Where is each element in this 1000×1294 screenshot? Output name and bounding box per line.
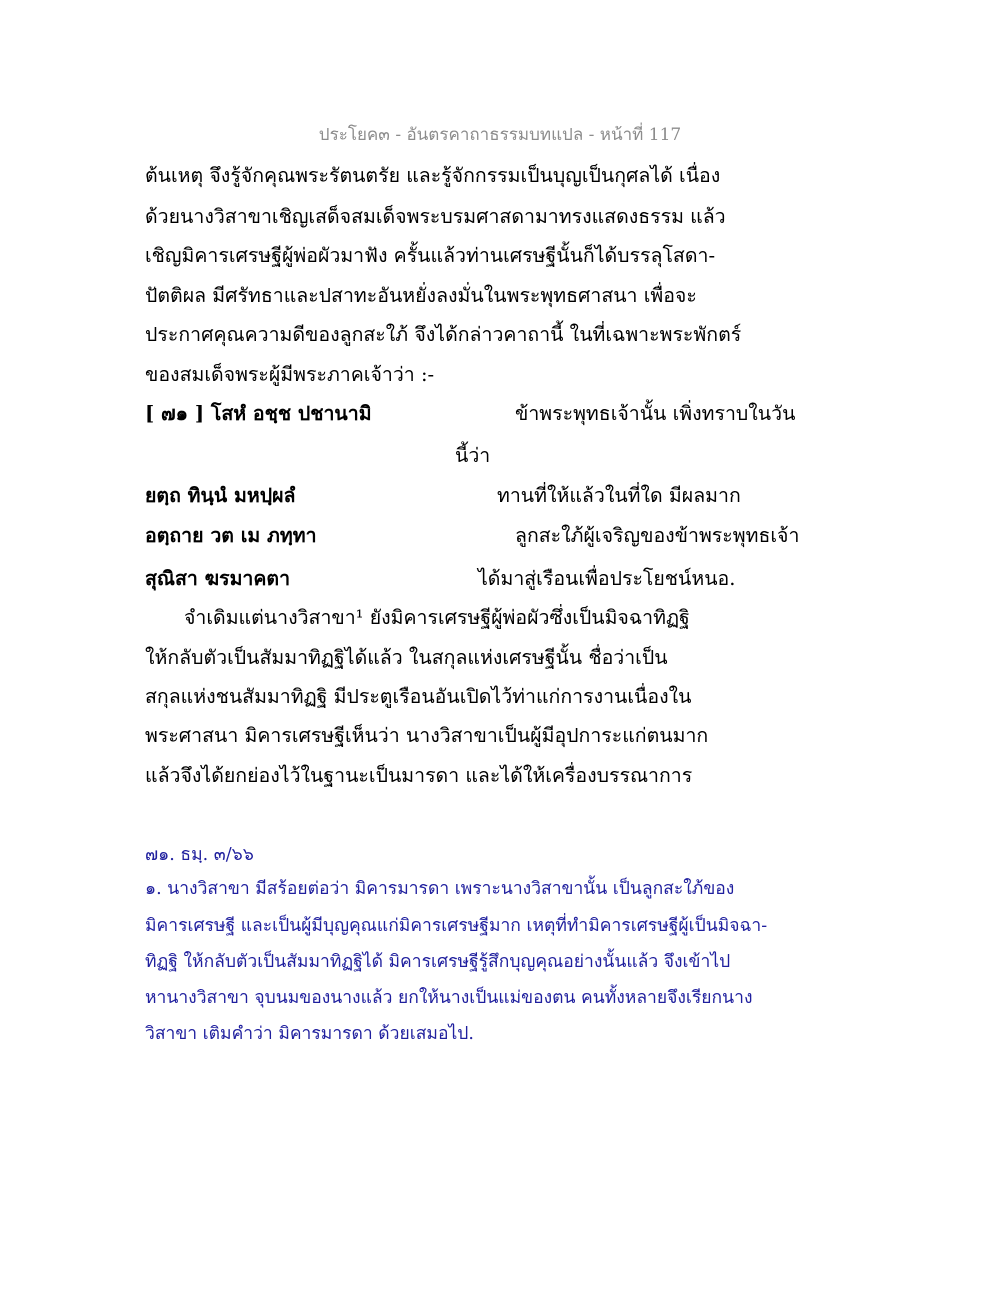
verse-line-3-pali: อตฺถาย วต เม ภทฺทา [145, 524, 317, 547]
body-line: เชิญมิคารเศรษฐีผู้พ่อผัวมาฟัง ครั้นแล้วท่านเศรษฐีนั้นก็ได้บรรลุโสดา- [145, 244, 716, 267]
body-line: ประกาศคุณความดีของลูกสะใภ้ จึงได้กล่าวคาถานี้ ในที่เฉพาะพระพักตร์ [145, 323, 742, 346]
verse-line-2-pali: ยตฺถ ทินฺนํ มหปฺผลํ [145, 484, 296, 507]
verse-line-4-pali: สุณิสา ฆรมาคตา [145, 567, 291, 590]
body-line: แล้วจึงได้ยกย่องไว้ในฐานะเป็นมารดา และได้ให้เครื่องบรรณาการ [145, 764, 693, 787]
verse-line-3-thai: ลูกสะใภ้ผู้เจริญของข้าพระพุทธเจ้า [515, 524, 800, 547]
footnote-reference: ๗๑. ธมฺ. ๓/๖๖ [145, 845, 254, 865]
footnote-line: มิคารเศรษฐี และเป็นผู้มีบุญคุณแก่มิคารเศรษฐีมาก เหตุที่ทำมิคารเศรษฐีผู้เป็นมิจฉา- [145, 916, 768, 936]
footnote-line: หานางวิสาขา จุบนมของนางแล้ว ยกให้นางเป็นแม่ของตน คนทั้งหลายจึงเรียกนาง [145, 988, 753, 1008]
footnote-line: ๑. นางวิสาขา มีสร้อยต่อว่า มิคารมารดา เพราะนางวิสาขานั้น เป็นลูกสะใภ้ของ [145, 879, 735, 899]
verse-line-1-pali [145, 398, 372, 429]
verse-line-2-thai: ทานที่ให้แล้วในที่ใด มีผลมาก [497, 484, 741, 507]
footnote-line: ทิฏฐิ ให้กลับตัวเป็นสัมมาทิฏฐิได้ มิคารเศรษฐีรู้สึกบุญคุณอย่างนั้นแล้ว จึงเข้าไป [145, 952, 731, 972]
pali-text: โสหํ อชฺช ปชานามิ [210, 402, 372, 425]
verse-line-1-thai: ข้าพระพุทธเจ้านั้น เพิ่งทราบในวัน [515, 402, 796, 425]
body-line: พระศาสนา มิคารเศรษฐีเห็นว่า นางวิสาขาเป็นผู้มีอุปการะแก่ตนมาก [145, 724, 709, 747]
verse-number: [ ๗๑ ] [145, 402, 205, 425]
running-header: ประโยค๓ - อันตรคาถาธรรมบทแปล - หน้าที่ 117 [318, 125, 682, 145]
verse-line-1-thai-continued: นี้ว่า [455, 444, 491, 467]
verse-line-4-thai: ได้มาสู่เรือนเพื่อประโยชน์หนอ. [478, 567, 736, 590]
body-line: ของสมเด็จพระผู้มีพระภาคเจ้าว่า :- [145, 363, 435, 386]
body-line: ด้วยนางวิสาขาเชิญเสด็จสมเด็จพระบรมศาสดามาทรงแสดงธรรม แล้ว [145, 205, 726, 228]
body-line: ปัตติผล มีศรัทธาและปสาทะอันหยั่งลงมั่นในพระพุทธศาสนา เพื่อจะ [145, 284, 697, 307]
body-line: สกุลแห่งชนสัมมาทิฏฐิ มีประตูเรือนอันเปิดไว้ท่าแก่การงานเนื่องใน [145, 685, 692, 708]
body-line: ต้นเหตุ จึงรู้จักคุณพระรัตนตรัย และรู้จักกรรมเป็นบุญเป็นกุศลได้ เนื่อง [145, 164, 721, 187]
body-line: ให้กลับตัวเป็นสัมมาทิฏฐิได้แล้ว ในสกุลแห่งเศรษฐีนั้น ชื่อว่าเป็น [145, 646, 668, 669]
body-line: จำเดิมแต่นางวิสาขา¹ ยังมิคารเศรษฐีผู้พ่อผัวซึ่งเป็นมิจฉาทิฏฐิ [184, 606, 690, 629]
footnote-line: วิสาขา เติมคำว่า มิคารมารดา ด้วยเสมอไป. [145, 1024, 474, 1044]
